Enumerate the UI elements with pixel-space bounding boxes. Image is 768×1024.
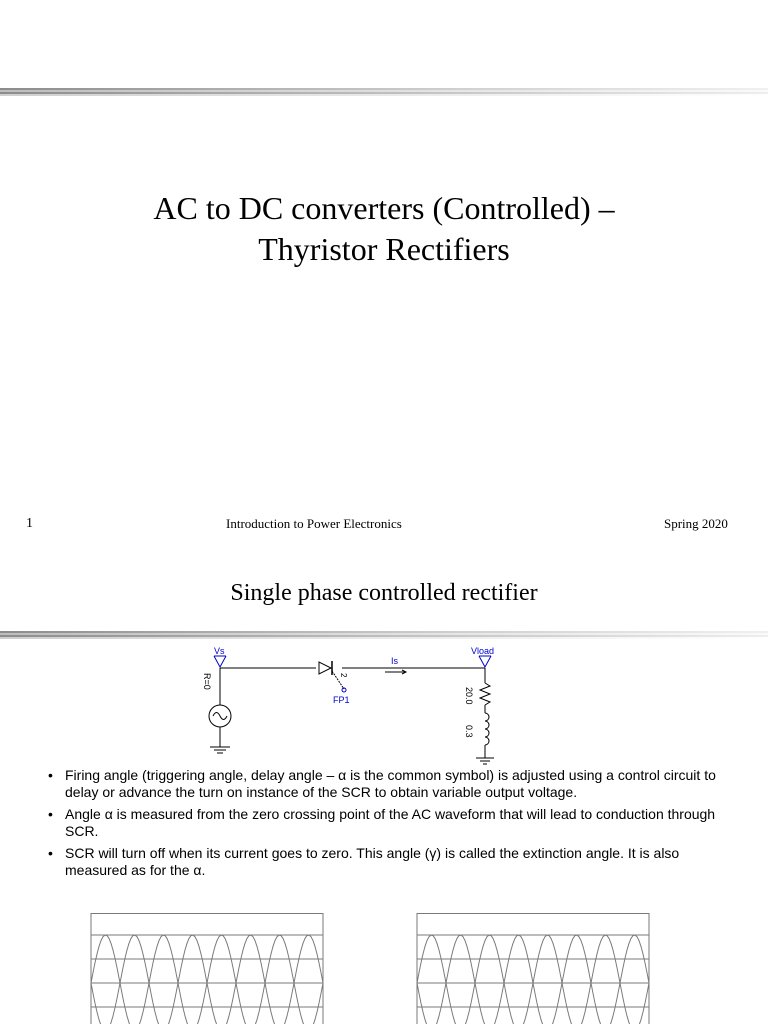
- gate-pin-label: 2: [339, 673, 348, 678]
- circuit-diagram: [180, 643, 520, 771]
- ac-source-icon: [209, 705, 231, 727]
- bullet-icon: •: [48, 767, 53, 783]
- slide-title: Single phase controlled rectifier: [230, 580, 538, 606]
- page-number: 1: [26, 516, 33, 531]
- voltage-probe-icon: [214, 656, 226, 667]
- header-bar: [0, 631, 768, 639]
- slide-title: [0, 188, 768, 270]
- inductor-value: 0.3: [464, 725, 474, 738]
- ground-icon: [210, 747, 230, 753]
- vs-label: Vs: [214, 646, 225, 656]
- bullet-text: Angle α is measured from the zero crossing point of the AC waveform that will lead to conduction through SCR.: [65, 806, 716, 839]
- footer-course: Introduction to Power Electronics: [226, 516, 402, 531]
- gate-label: FP1: [333, 695, 350, 705]
- bullet-icon: •: [48, 845, 53, 861]
- slide-title-line1: AC to DC converters (Controlled) –: [153, 190, 615, 226]
- header-bar: [0, 88, 768, 96]
- load-probe-icon: [479, 656, 491, 667]
- waveform-plot-left: [90, 913, 324, 1024]
- list-item: [48, 767, 738, 801]
- current-label: Is: [391, 656, 399, 666]
- bullet-text: Firing angle (triggering angle, delay angle – α is the common symbol) is adjusted using a control circuit to delay or advance the turn on instance of the SCR to obtain variable output voltage.: [65, 767, 716, 800]
- source-resistance-label: R=0: [202, 673, 212, 690]
- current-probe-icon: [385, 670, 406, 674]
- resistor-value: 20.0: [464, 687, 474, 705]
- ground-icon: [476, 758, 494, 764]
- bullet-text: SCR will turn off when its current goes to zero. This angle (γ) is called the extinction angle. It is also measured as for the α.: [65, 845, 680, 878]
- content-slide: [0, 555, 768, 1024]
- footer-term: Spring 2020: [664, 516, 728, 531]
- slide-title-line2: Thyristor Rectifiers: [258, 231, 510, 267]
- resistor-icon: [480, 683, 490, 705]
- inductor-icon: [485, 713, 489, 745]
- vload-label: Vload: [471, 646, 495, 656]
- waveform-plot-right: [416, 913, 650, 1024]
- list-item: [48, 845, 738, 879]
- bullet-icon: •: [48, 806, 53, 822]
- bullet-list: [48, 767, 738, 884]
- list-item: [48, 806, 738, 840]
